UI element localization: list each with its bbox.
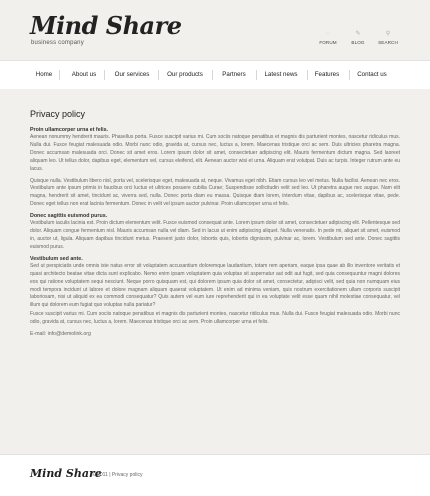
search-label: SEARCH xyxy=(378,40,398,45)
nav-home[interactable]: Home xyxy=(35,71,53,78)
nav-divider xyxy=(104,70,105,80)
section-paragraph: Aenean nonummy hendrerit mauris. Phasellus porta. Fusce suscipit varius mi. Cum sociis natoque penatibus et magnis dis parturient montes, nascetur ridiculus mus. Nulla dui. Fusce feugiat malesuada odio. Morbi nunc odio, gravida at, cursus nec, luctus a, lorem. Maecenas tristique orci ac sem. Duis ultricies pharetra magna. Donec accumsan malesuada orci. Donec sit amet eros. Lorem ipsum dolor sit amet, consectetuer adipiscing elit. Mauris fermentum dictum magna. Sed laoreet aliquam leo. Ut tellus dolor, dapibus eget, elementum vel, cursus eleifend, elit. Aenean auctor wisi et urna. Aliquam erat volutpat. Duis ac turpis. Integer rutrum ante eu lacus. xyxy=(30,134,400,172)
page-title: Privacy policy xyxy=(30,109,86,119)
forum-link[interactable] xyxy=(316,30,340,45)
nav-partners[interactable]: Partners xyxy=(222,71,246,78)
blog-icon: ✎ xyxy=(355,31,361,37)
forum-icon: ◌ xyxy=(326,31,330,37)
main-nav xyxy=(0,60,430,90)
footer-copyright[interactable]: © 2011 | Privacy policy xyxy=(92,472,143,478)
nav-divider xyxy=(158,70,159,80)
nav-latest-news[interactable]: Latest news xyxy=(264,71,298,78)
logo[interactable]: Mind Share xyxy=(30,11,182,40)
section-paragraph: Quisque nulla. Vestibulum libero nisl, porta vel, scelerisque eget, malesuada at, neque. Vivamus eget nibh. Etiam cursus leo vel metus. Nulla facilisi. Aenean nec eros. Vestibulum ante ipsum primis in faucibus orci luctus et ultrices posuere cubilia Curae; Suspendisse sollicitudin velit sed leo. Ut pharetra augue nec augue. Nam elit magna, hendrerit sit amet, tincidunt ac, viverra sed, nulla. Donec porta diam eu massa. Quisque diam lorem, interdum vitae, dapibus ac, scelerisque vitae, pede. Donec eget tellus non erat lacinia fermentum. Donec in velit vel ipsum auctor pulvinar. Proin ullamcorper urna et felis. xyxy=(30,177,400,208)
footer xyxy=(0,454,430,496)
section-heading: Donec sagittis euismod purus. xyxy=(30,213,108,220)
blog-label: BLOG xyxy=(351,40,365,45)
search-link[interactable] xyxy=(376,30,400,45)
nav-divider xyxy=(59,70,60,80)
section-paragraph: Fusce suscipit varius mi. Cum sociis natoque penatibus et magnis dis parturient montes, nascetur ridiculus mus. Nulla dui. Fusce feugiat malesuada odio. Morbi nunc odio, gravida at, cursus nec, luctus a, lorem. Maecenas tristique orci ac sem. Proin ullamcorper urna et felis. xyxy=(30,311,400,326)
nav-divider xyxy=(349,70,350,80)
footer-logo[interactable]: Mind Share xyxy=(30,467,102,480)
nav-divider xyxy=(256,70,257,80)
nav-divider xyxy=(212,70,213,80)
blog-link[interactable] xyxy=(346,30,370,45)
section-heading: Vestibulum sed ante. xyxy=(30,255,83,262)
tagline: business company xyxy=(31,40,84,46)
nav-features[interactable]: Features xyxy=(314,71,340,78)
contact-email[interactable]: E-mail: info@demolink.org xyxy=(30,331,91,338)
nav-our-services[interactable]: Our services xyxy=(114,71,150,78)
section-paragraph: Sed ut perspiciatis unde omnis iste natus error sit voluptatem accusantium doloremque laudantium, totam rem aperiam, eaque ipsa quae ab illo inventore veritatis et quasi architecto beatae vitae dicta sunt explicabo. Nemo enim ipsam voluptatem quia voluptas sit aspernatur aut odit aut fugit, sed quia consequuntur magni dolores eos qui ratione voluptatem sequi nesciunt. Neque porro quisquam est, qui dolorem ipsum quia dolor sit amet, consectetur, adipisci velit, sed quia non numquam eius modi tempora incidunt ut labore et dolore magnam aliquam quaerat voluptatem. Ut enim ad minima veniam, quis nostrum exercitationem ullam corporis suscipit laboriosam, nisi ut aliquid ex ea commodi consequatur? Quis autem vel eum iure reprehenderit qui in ea voluptate velit esse quam nihil molestiae consequatur, vel illum qui dolorem eum fugiat quo voluptas nulla pariatur? xyxy=(30,262,400,309)
top-links xyxy=(316,30,400,45)
main-content xyxy=(0,89,430,454)
nav-our-products[interactable]: Our products xyxy=(167,71,203,78)
nav-contact-us[interactable]: Contact us xyxy=(357,71,387,78)
nav-about-us[interactable]: About us xyxy=(71,71,97,78)
forum-label: FORUM xyxy=(319,40,337,45)
section-heading: Proin ullamcorper urna et felis. xyxy=(30,127,109,133)
header xyxy=(0,0,430,60)
search-icon: ⚲ xyxy=(385,31,391,37)
nav-divider xyxy=(307,70,308,80)
policy-text xyxy=(30,127,400,337)
section-paragraph: Vestibulum iaculis lacinia est. Proin dictum elementum velit. Fusce euismod consequat ante. Lorem ipsum dolor sit amet, consectetuer adipiscing elit. Pellentesque sed dolor. Aliquam congue fermentum nisl. Mauris accumsan nulla vel diam. Sed in lacus ut enim adipiscing aliquet. Nulla venenatis. In pede mi, aliquet sit amet, euismod in, auctor ut, ligula. Aliquam dapibus tincidunt metus. Praesent justo dolor, lobortis quis, lobortis dignissim, pulvinar ac, lorem. Vestibulum sed ante. Donec sagittis euismod purus. xyxy=(30,220,400,250)
